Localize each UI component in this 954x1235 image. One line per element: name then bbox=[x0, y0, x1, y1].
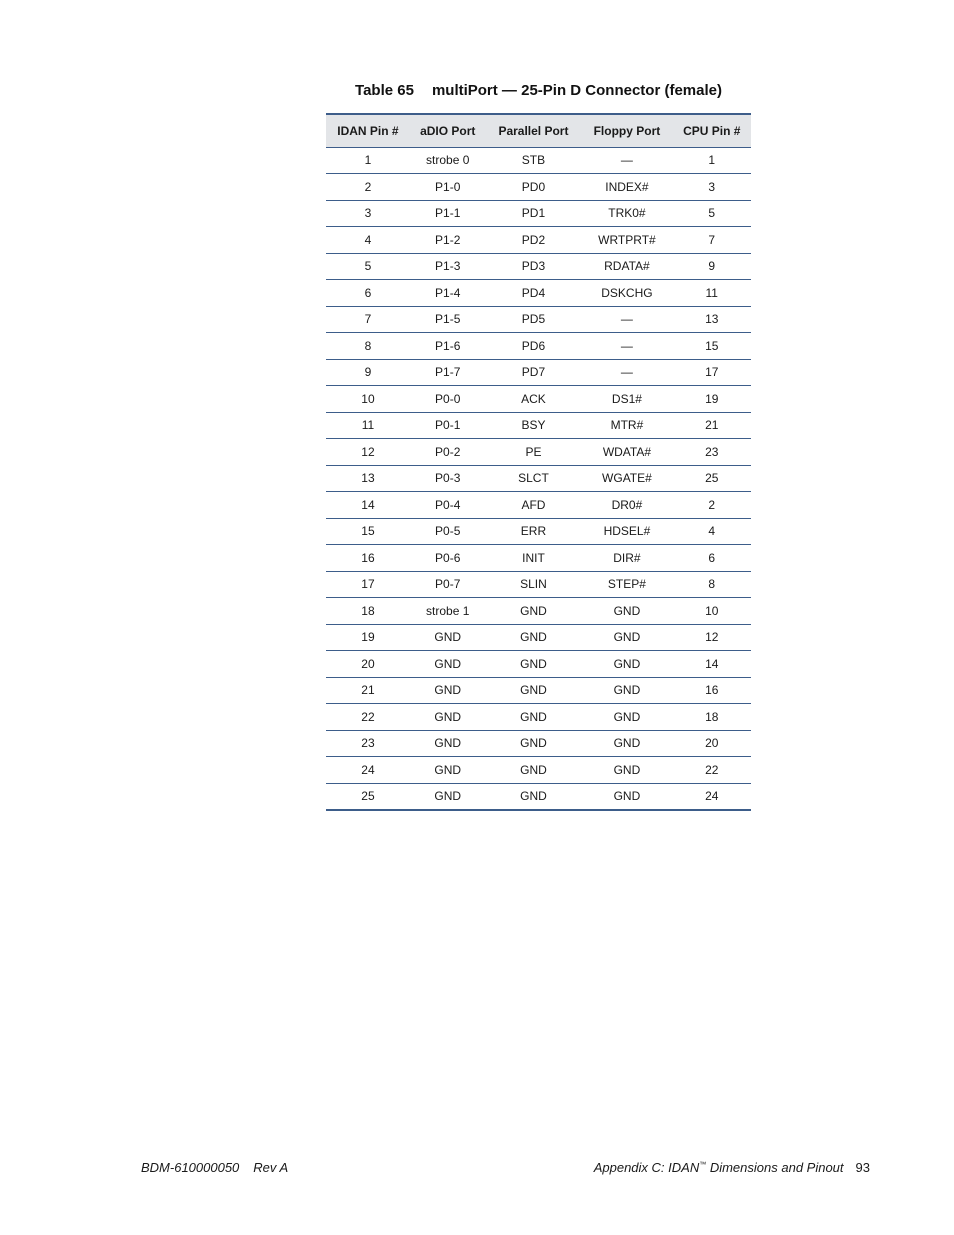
table-row bbox=[326, 492, 751, 519]
cell-parallel-port: GND bbox=[486, 677, 582, 704]
footer-section-info bbox=[594, 1160, 870, 1175]
cell-cpu-pin: 16 bbox=[673, 677, 751, 704]
doc-number: BDM-610000050 bbox=[141, 1160, 240, 1175]
cell-floppy-port: — bbox=[581, 359, 672, 386]
cell-parallel-port: PD0 bbox=[486, 174, 582, 201]
table-row bbox=[326, 253, 751, 280]
cell-parallel-port: PD6 bbox=[486, 333, 582, 360]
table-row bbox=[326, 730, 751, 757]
table-row bbox=[326, 227, 751, 254]
cell-parallel-port: PD3 bbox=[486, 253, 582, 280]
cell-idan-pin: 1 bbox=[326, 147, 410, 174]
cell-parallel-port: ERR bbox=[486, 518, 582, 545]
cell-idan-pin: 21 bbox=[326, 677, 410, 704]
cell-cpu-pin: 19 bbox=[673, 386, 751, 413]
cell-adio-port: GND bbox=[410, 704, 486, 731]
cell-adio-port: GND bbox=[410, 624, 486, 651]
cell-floppy-port: GND bbox=[581, 598, 672, 625]
cell-floppy-port: HDSEL# bbox=[581, 518, 672, 545]
cell-idan-pin: 23 bbox=[326, 730, 410, 757]
cell-adio-port: strobe 1 bbox=[410, 598, 486, 625]
cell-floppy-port: DIR# bbox=[581, 545, 672, 572]
trademark-mark: ™ bbox=[699, 1161, 707, 1169]
table-row bbox=[326, 439, 751, 466]
table-body bbox=[326, 147, 751, 810]
table-row bbox=[326, 359, 751, 386]
table-row bbox=[326, 545, 751, 572]
cell-cpu-pin: 7 bbox=[673, 227, 751, 254]
table-row bbox=[326, 518, 751, 545]
cell-cpu-pin: 13 bbox=[673, 306, 751, 333]
cell-cpu-pin: 25 bbox=[673, 465, 751, 492]
cell-adio-port: P0-1 bbox=[410, 412, 486, 439]
cell-parallel-port: GND bbox=[486, 598, 582, 625]
cell-adio-port: P1-4 bbox=[410, 280, 486, 307]
cell-parallel-port: ACK bbox=[486, 386, 582, 413]
cell-parallel-port: PD2 bbox=[486, 227, 582, 254]
header-adio-port: aDIO Port bbox=[410, 114, 486, 147]
cell-parallel-port: PE bbox=[486, 439, 582, 466]
cell-parallel-port: SLCT bbox=[486, 465, 582, 492]
cell-cpu-pin: 20 bbox=[673, 730, 751, 757]
cell-parallel-port: PD4 bbox=[486, 280, 582, 307]
header-cpu-pin: CPU Pin # bbox=[673, 114, 751, 147]
cell-floppy-port: — bbox=[581, 147, 672, 174]
cell-parallel-port: GND bbox=[486, 704, 582, 731]
header-parallel-port: Parallel Port bbox=[486, 114, 582, 147]
table-row bbox=[326, 333, 751, 360]
cell-idan-pin: 9 bbox=[326, 359, 410, 386]
table-caption bbox=[326, 82, 751, 99]
table-row bbox=[326, 571, 751, 598]
cell-floppy-port: GND bbox=[581, 651, 672, 678]
cell-parallel-port: GND bbox=[486, 651, 582, 678]
table-title: multiPort — 25-Pin D Connector (female) bbox=[431, 82, 722, 99]
cell-floppy-port: WDATA# bbox=[581, 439, 672, 466]
page-number: 93 bbox=[855, 1160, 870, 1175]
cell-floppy-port: GND bbox=[581, 704, 672, 731]
table-row bbox=[326, 200, 751, 227]
cell-adio-port: GND bbox=[410, 783, 486, 810]
table-header-row bbox=[326, 114, 751, 147]
cell-idan-pin: 22 bbox=[326, 704, 410, 731]
cell-cpu-pin: 6 bbox=[673, 545, 751, 572]
table-row bbox=[326, 306, 751, 333]
table-row bbox=[326, 386, 751, 413]
table-row bbox=[326, 598, 751, 625]
cell-parallel-port: GND bbox=[486, 757, 582, 784]
table-number: Table 65 bbox=[355, 82, 414, 99]
cell-cpu-pin: 10 bbox=[673, 598, 751, 625]
cell-parallel-port: GND bbox=[486, 783, 582, 810]
cell-idan-pin: 25 bbox=[326, 783, 410, 810]
cell-adio-port: P1-1 bbox=[410, 200, 486, 227]
cell-idan-pin: 16 bbox=[326, 545, 410, 572]
cell-parallel-port: INIT bbox=[486, 545, 582, 572]
cell-parallel-port: PD1 bbox=[486, 200, 582, 227]
cell-floppy-port: GND bbox=[581, 624, 672, 651]
cell-idan-pin: 17 bbox=[326, 571, 410, 598]
cell-floppy-port: RDATA# bbox=[581, 253, 672, 280]
cell-idan-pin: 3 bbox=[326, 200, 410, 227]
cell-idan-pin: 11 bbox=[326, 412, 410, 439]
cell-adio-port: GND bbox=[410, 651, 486, 678]
cell-floppy-port: GND bbox=[581, 783, 672, 810]
cell-cpu-pin: 5 bbox=[673, 200, 751, 227]
cell-idan-pin: 14 bbox=[326, 492, 410, 519]
section-title-rest: Dimensions and Pinout bbox=[706, 1160, 844, 1175]
cell-parallel-port: PD5 bbox=[486, 306, 582, 333]
header-floppy-port: Floppy Port bbox=[581, 114, 672, 147]
cell-adio-port: P1-6 bbox=[410, 333, 486, 360]
cell-idan-pin: 10 bbox=[326, 386, 410, 413]
cell-adio-port: GND bbox=[410, 677, 486, 704]
cell-idan-pin: 18 bbox=[326, 598, 410, 625]
cell-floppy-port: GND bbox=[581, 677, 672, 704]
cell-floppy-port: MTR# bbox=[581, 412, 672, 439]
section-title: Appendix C: IDAN bbox=[593, 1160, 700, 1175]
cell-cpu-pin: 21 bbox=[673, 412, 751, 439]
cell-cpu-pin: 17 bbox=[673, 359, 751, 386]
cell-cpu-pin: 3 bbox=[673, 174, 751, 201]
cell-idan-pin: 12 bbox=[326, 439, 410, 466]
cell-cpu-pin: 4 bbox=[673, 518, 751, 545]
cell-floppy-port: — bbox=[581, 306, 672, 333]
cell-parallel-port: STB bbox=[486, 147, 582, 174]
cell-adio-port: P1-7 bbox=[410, 359, 486, 386]
table-row bbox=[326, 757, 751, 784]
table-row bbox=[326, 174, 751, 201]
cell-floppy-port: DSKCHG bbox=[581, 280, 672, 307]
cell-adio-port: P0-5 bbox=[410, 518, 486, 545]
cell-adio-port: P1-3 bbox=[410, 253, 486, 280]
cell-adio-port: strobe 0 bbox=[410, 147, 486, 174]
table-row bbox=[326, 783, 751, 810]
cell-floppy-port: WRTPRT# bbox=[581, 227, 672, 254]
cell-parallel-port: AFD bbox=[486, 492, 582, 519]
cell-adio-port: P0-3 bbox=[410, 465, 486, 492]
cell-cpu-pin: 12 bbox=[673, 624, 751, 651]
cell-floppy-port: GND bbox=[581, 757, 672, 784]
table-row bbox=[326, 412, 751, 439]
cell-cpu-pin: 11 bbox=[673, 280, 751, 307]
cell-parallel-port: PD7 bbox=[486, 359, 582, 386]
table-row bbox=[326, 651, 751, 678]
header-idan-pin: IDAN Pin # bbox=[326, 114, 410, 147]
cell-parallel-port: BSY bbox=[486, 412, 582, 439]
cell-idan-pin: 19 bbox=[326, 624, 410, 651]
table-row bbox=[326, 677, 751, 704]
cell-idan-pin: 4 bbox=[326, 227, 410, 254]
cell-floppy-port: INDEX# bbox=[581, 174, 672, 201]
cell-floppy-port: GND bbox=[581, 730, 672, 757]
cell-floppy-port: — bbox=[581, 333, 672, 360]
cell-adio-port: P0-7 bbox=[410, 571, 486, 598]
cell-parallel-port: GND bbox=[486, 730, 582, 757]
table-row bbox=[326, 147, 751, 174]
cell-cpu-pin: 9 bbox=[673, 253, 751, 280]
table-row bbox=[326, 704, 751, 731]
cell-adio-port: P0-4 bbox=[410, 492, 486, 519]
cell-idan-pin: 6 bbox=[326, 280, 410, 307]
cell-idan-pin: 8 bbox=[326, 333, 410, 360]
cell-adio-port: GND bbox=[410, 730, 486, 757]
revision: Rev A bbox=[253, 1160, 289, 1175]
cell-idan-pin: 13 bbox=[326, 465, 410, 492]
cell-floppy-port: DS1# bbox=[581, 386, 672, 413]
cell-cpu-pin: 14 bbox=[673, 651, 751, 678]
cell-adio-port: P1-2 bbox=[410, 227, 486, 254]
pinout-table bbox=[326, 113, 751, 811]
cell-cpu-pin: 22 bbox=[673, 757, 751, 784]
cell-floppy-port: STEP# bbox=[581, 571, 672, 598]
cell-idan-pin: 15 bbox=[326, 518, 410, 545]
cell-adio-port: P0-6 bbox=[410, 545, 486, 572]
cell-adio-port: P1-5 bbox=[410, 306, 486, 333]
cell-idan-pin: 24 bbox=[326, 757, 410, 784]
cell-idan-pin: 7 bbox=[326, 306, 410, 333]
cell-adio-port: GND bbox=[410, 757, 486, 784]
cell-floppy-port: TRK0# bbox=[581, 200, 672, 227]
cell-adio-port: P0-2 bbox=[410, 439, 486, 466]
footer-doc-info bbox=[141, 1160, 288, 1175]
cell-cpu-pin: 2 bbox=[673, 492, 751, 519]
cell-idan-pin: 5 bbox=[326, 253, 410, 280]
cell-cpu-pin: 24 bbox=[673, 783, 751, 810]
table-row bbox=[326, 280, 751, 307]
cell-adio-port: P1-0 bbox=[410, 174, 486, 201]
table-row bbox=[326, 624, 751, 651]
cell-idan-pin: 2 bbox=[326, 174, 410, 201]
cell-idan-pin: 20 bbox=[326, 651, 410, 678]
cell-cpu-pin: 8 bbox=[673, 571, 751, 598]
cell-adio-port: P0-0 bbox=[410, 386, 486, 413]
cell-floppy-port: DR0# bbox=[581, 492, 672, 519]
cell-cpu-pin: 18 bbox=[673, 704, 751, 731]
cell-cpu-pin: 1 bbox=[673, 147, 751, 174]
cell-parallel-port: SLIN bbox=[486, 571, 582, 598]
table-row bbox=[326, 465, 751, 492]
cell-parallel-port: GND bbox=[486, 624, 582, 651]
cell-floppy-port: WGATE# bbox=[581, 465, 672, 492]
cell-cpu-pin: 23 bbox=[673, 439, 751, 466]
cell-cpu-pin: 15 bbox=[673, 333, 751, 360]
